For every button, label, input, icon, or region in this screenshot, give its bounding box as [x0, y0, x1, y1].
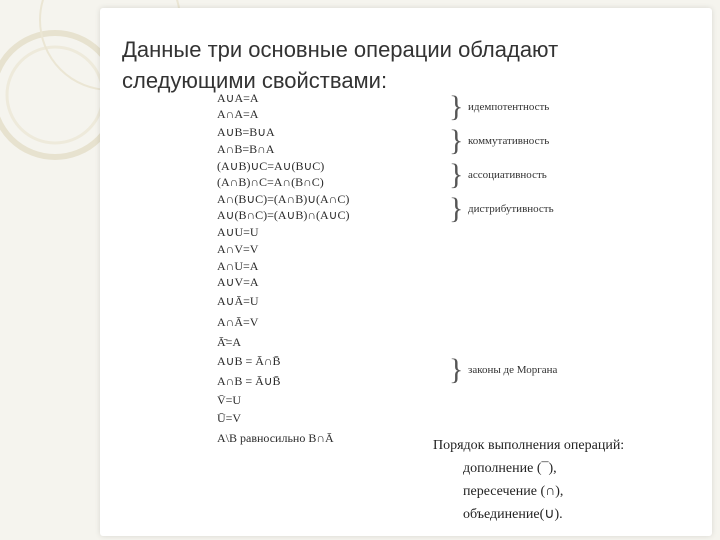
formula-double-complement: Ā̄=A: [217, 335, 242, 349]
formula-union-empty: A∪V=A: [217, 275, 259, 289]
formula-union-universe: A∪U=U: [217, 225, 259, 239]
operation-order-item-intersection: пересечение (∩),: [463, 484, 564, 499]
operation-order-title: Порядок выполнения операций:: [433, 438, 625, 453]
brace-distributive: }: [449, 192, 464, 225]
formula-complement-union: A∪Ā=U: [217, 294, 259, 308]
slide-title: Данные три основные операции обладают следующими свойствами:: [122, 37, 559, 93]
formula-intersection-empty: A∩V=V: [217, 242, 259, 256]
property-associative: ассоциативность: [468, 169, 547, 181]
formula-distributive-1: A∩(B∪C)=(A∩B)∪(A∩C): [217, 192, 350, 206]
property-de-morgan: законы де Моргана: [468, 364, 558, 376]
formula-complement-universe: Ū=V: [217, 411, 242, 425]
formula-idempotent-union: A∪A=A: [217, 91, 259, 105]
brace-associative: }: [449, 158, 464, 191]
formula-complement-intersection: A∩Ā=V: [217, 315, 259, 329]
formula-intersection-universe: A∩U=A: [217, 259, 259, 273]
operation-order: [433, 434, 624, 526]
formula-difference: A\B равносильно B∩Ā: [217, 431, 334, 445]
operation-order-item-union: объединение(∪).: [463, 507, 563, 522]
property-distributive: дистрибутивность: [468, 203, 554, 215]
operation-order-item-complement: дополнение (¯),: [463, 461, 557, 476]
brace-commutative: }: [449, 124, 464, 157]
formula-complement-empty: V̄=U: [217, 393, 242, 407]
formula-de-morgan-2: A∩B = Ā∪B̄: [217, 374, 281, 388]
property-idempotent: идемпотентность: [468, 101, 550, 113]
brace-de-morgan: }: [449, 353, 464, 386]
formula-associative-intersection: (A∩B)∩C=A∩(B∩C): [217, 175, 324, 189]
property-commutative: коммутативность: [468, 135, 550, 147]
brace-idempotent: }: [449, 90, 464, 123]
formula-de-morgan-1: A∪B = Ā∩B̄: [217, 354, 281, 368]
formula-commutative-intersection: A∩B=B∩A: [217, 142, 275, 156]
formula-idempotent-intersection: A∩A=A: [217, 107, 259, 121]
formula-commutative-union: A∪B=B∪A: [217, 125, 275, 139]
formula-associative-union: (A∪B)∪C=A∪(B∪C): [217, 159, 325, 173]
formula-distributive-2: A∪(B∩C)=(A∪B)∩(A∪C): [217, 208, 350, 222]
